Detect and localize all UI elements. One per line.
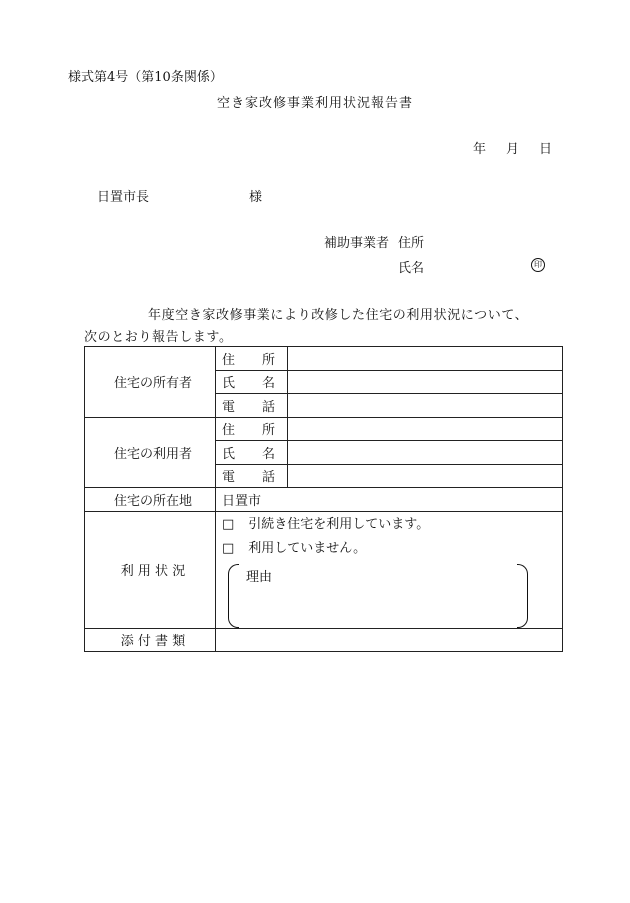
location-field[interactable]: 日置市 [216,488,563,512]
reason-label: 理由 [246,569,273,585]
user-phone-field[interactable] [288,464,563,488]
attachments-field[interactable] [216,628,563,652]
checkbox-icon[interactable]: □ [222,540,235,556]
left-bracket [228,564,239,628]
table-row [85,628,563,652]
right-bracket [517,564,528,628]
date-year: 年 [473,142,487,157]
user-label: 住宅の利用者 [85,417,216,488]
table-row [85,347,563,371]
status-cell [216,511,563,628]
applicant-name-label: 氏名 [398,261,425,276]
table-row [85,511,563,628]
applicant-address-label: 住所 [398,236,425,251]
user-phone-label: 電 話 [216,464,288,488]
status-option-not-using-label: 利用していません。 [248,540,367,556]
status-option-continuing[interactable] [222,514,562,536]
date-line [473,138,552,157]
owner-name-label: 氏 名 [216,370,288,394]
owner-name-field[interactable] [288,370,563,394]
addressee-name: 日置市長 [97,190,150,205]
user-address-field[interactable] [288,417,563,441]
table-row [85,488,563,512]
attachments-label: 添 付 書 類 [85,628,216,652]
owner-address-label: 住 所 [216,347,288,371]
document-title: 空き家改修事業利用状況報告書 [216,96,413,111]
report-table [84,346,563,652]
status-option-not-using[interactable] [222,538,562,560]
body-text-line2: 次のとおり報告します。 [84,330,233,345]
owner-phone-field[interactable] [288,394,563,418]
seal-icon: 印 [531,258,545,272]
user-address-label: 住 所 [216,417,288,441]
table-row [85,417,563,441]
addressee-honorific: 様 [249,190,263,205]
date-day: 日 [539,142,553,157]
checkbox-icon[interactable]: □ [222,516,235,532]
status-option-continuing-label: 引続き住宅を利用しています。 [248,516,430,532]
reason-box[interactable] [222,564,528,628]
user-name-label: 氏 名 [216,441,288,465]
owner-phone-label: 電 話 [216,394,288,418]
location-label: 住宅の所在地 [85,488,216,512]
form-number: 様式第4号（第10条関係） [68,70,223,85]
user-name-field[interactable] [288,441,563,465]
owner-address-field[interactable] [288,347,563,371]
status-label: 利 用 状 況 [85,511,216,628]
date-month: 月 [506,142,520,157]
applicant-role-label: 補助事業者 [324,236,390,251]
body-text-line1: 年度空き家改修事業により改修した住宅の利用状況について、 [148,308,529,323]
owner-label: 住宅の所有者 [85,347,216,418]
